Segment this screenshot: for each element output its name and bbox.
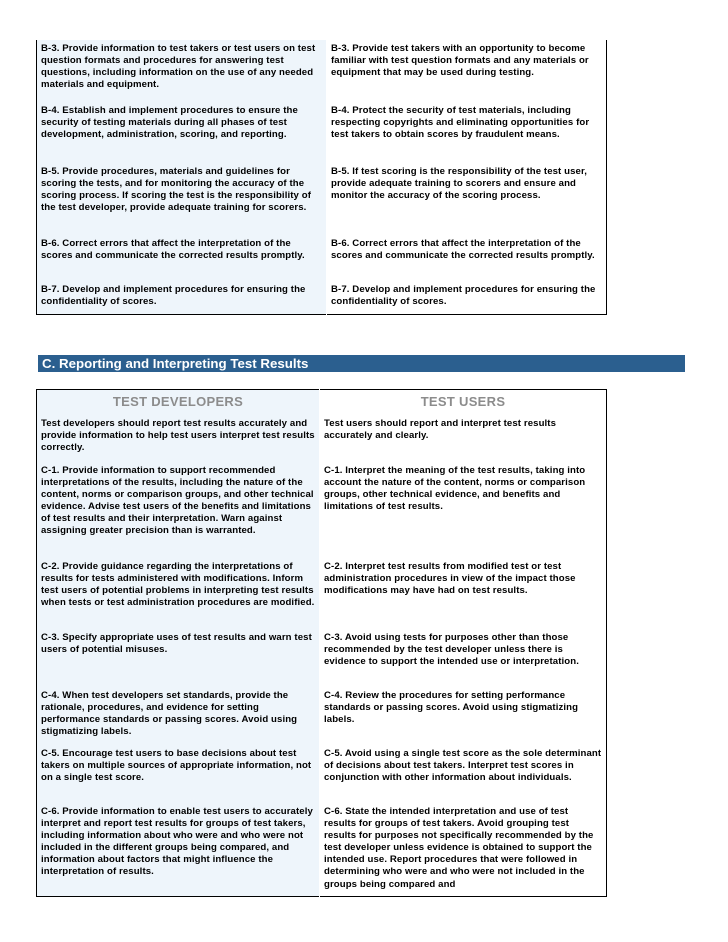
developer-cell: C-6. Provide information to enable test users to accurately interpret and report test results for groups of test takers, including information about who were and who were not included in the different groups being compared, and information about factors that might influence the interpretation of results. <box>37 803 320 896</box>
table-row <box>37 235 607 281</box>
developer-cell: B-3. Provide information to test takers or test users on test question formats and procedures for answering test questions, including information on the use of any needed materials and equipment. <box>37 40 327 102</box>
column-header-test-users: TEST USERS <box>320 390 607 416</box>
table-row <box>37 281 607 314</box>
table-row <box>37 803 607 896</box>
developer-cell: C-5. Encourage test users to base decisions about test takers on multiple sources of appropriate information, not on a single test score. <box>37 745 320 803</box>
developer-cell: Test developers should report test results accurately and provide information to help test users interpret test results correctly. <box>37 415 320 462</box>
user-cell: B-7. Develop and implement procedures for ensuring the confidentiality of scores. <box>327 281 607 314</box>
table-row <box>37 558 607 629</box>
table-row <box>37 163 607 235</box>
column-header-test-developers: TEST DEVELOPERS <box>37 390 320 416</box>
developer-cell: C-4. When test developers set standards, provide the rationale, procedures, and evidence for setting performance standards or passing scores. Avoid using stigmatizing labels. <box>37 687 320 745</box>
table-row <box>37 745 607 803</box>
table-row <box>37 462 607 558</box>
section-c-table <box>36 389 607 897</box>
table-row <box>37 629 607 687</box>
user-cell: B-6. Correct errors that affect the interpretation of the scores and communicate the corrected results promptly. <box>327 235 607 281</box>
user-cell: C-5. Avoid using a single test score as the sole determinant of decisions about test takers. Interpret test scores in conjunction with other information about individuals. <box>320 745 607 803</box>
table-row <box>37 687 607 745</box>
user-cell: B-5. If test scoring is the responsibility of the test user, provide adequate training to scorers and ensure and monitor the accuracy of the scoring process. <box>327 163 607 235</box>
developer-cell: C-2. Provide guidance regarding the interpretations of results for tests administered with modifications. Inform test users of potential problems in interpreting test results when tests or test administration procedures are modified. <box>37 558 320 629</box>
developer-cell: B-6. Correct errors that affect the interpretation of the scores and communicate the corrected results promptly. <box>37 235 327 281</box>
user-cell: C-4. Review the procedures for setting performance standards or passing scores. Avoid using stigmatizing labels. <box>320 687 607 745</box>
user-cell: B-4. Protect the security of test materials, including respecting copyrights and eliminating opportunities for test takers to obtain scores by fraudulent means. <box>327 102 607 163</box>
user-cell: C-2. Interpret test results from modified test or test administration procedures in view of the impact those modifications may have had on test results. <box>320 558 607 629</box>
user-cell: B-3. Provide test takers with an opportunity to become familiar with test question formats and any materials or equipment that may be used during testing. <box>327 40 607 102</box>
section-title: C. Reporting and Interpreting Test Results <box>42 356 309 371</box>
table-row <box>37 102 607 163</box>
table-header-row <box>37 390 607 416</box>
developer-cell: B-5. Provide procedures, materials and guidelines for scoring the tests, and for monitoring the accuracy of the scoring process. If scoring the test is the responsibility of the test developer, provide adequate training for scorers. <box>37 163 327 235</box>
table-row <box>37 40 607 102</box>
user-cell: C-1. Interpret the meaning of the test results, taking into account the nature of the content, norms or comparison groups, other technical evidence, and benefits and limitations of test results. <box>320 462 607 558</box>
user-cell: C-6. State the intended interpretation and use of test results for groups of test takers. Avoid grouping test results for purposes not specifically recommended by the test developer unless evidence is obtained to support the intended use. Report procedures that were followed in determining who were and who were not included in the groups being compared and <box>320 803 607 896</box>
user-cell: C-3. Avoid using tests for purposes other than those recommended by the test developer unless there is evidence to support the intended use or interpretation. <box>320 629 607 687</box>
developer-cell: B-4. Establish and implement procedures to ensure the security of testing materials during all phases of test development, administration, scoring, and reporting. <box>37 102 327 163</box>
table-row <box>37 415 607 462</box>
developer-cell: C-3. Specify appropriate uses of test results and warn test users of potential misuses. <box>37 629 320 687</box>
user-cell: Test users should report and interpret test results accurately and clearly. <box>320 415 607 462</box>
section-c-banner <box>38 355 685 372</box>
developer-cell: C-1. Provide information to support recommended interpretations of the results, including the nature of the content, norms or comparison groups, and other technical evidence. Advise test users of the benefits and limitations of test results and their interpretation. Warn against assigning greater precision than is warranted. <box>37 462 320 558</box>
developer-cell: B-7. Develop and implement procedures for ensuring the confidentiality of scores. <box>37 281 327 314</box>
section-b-table <box>36 40 607 315</box>
